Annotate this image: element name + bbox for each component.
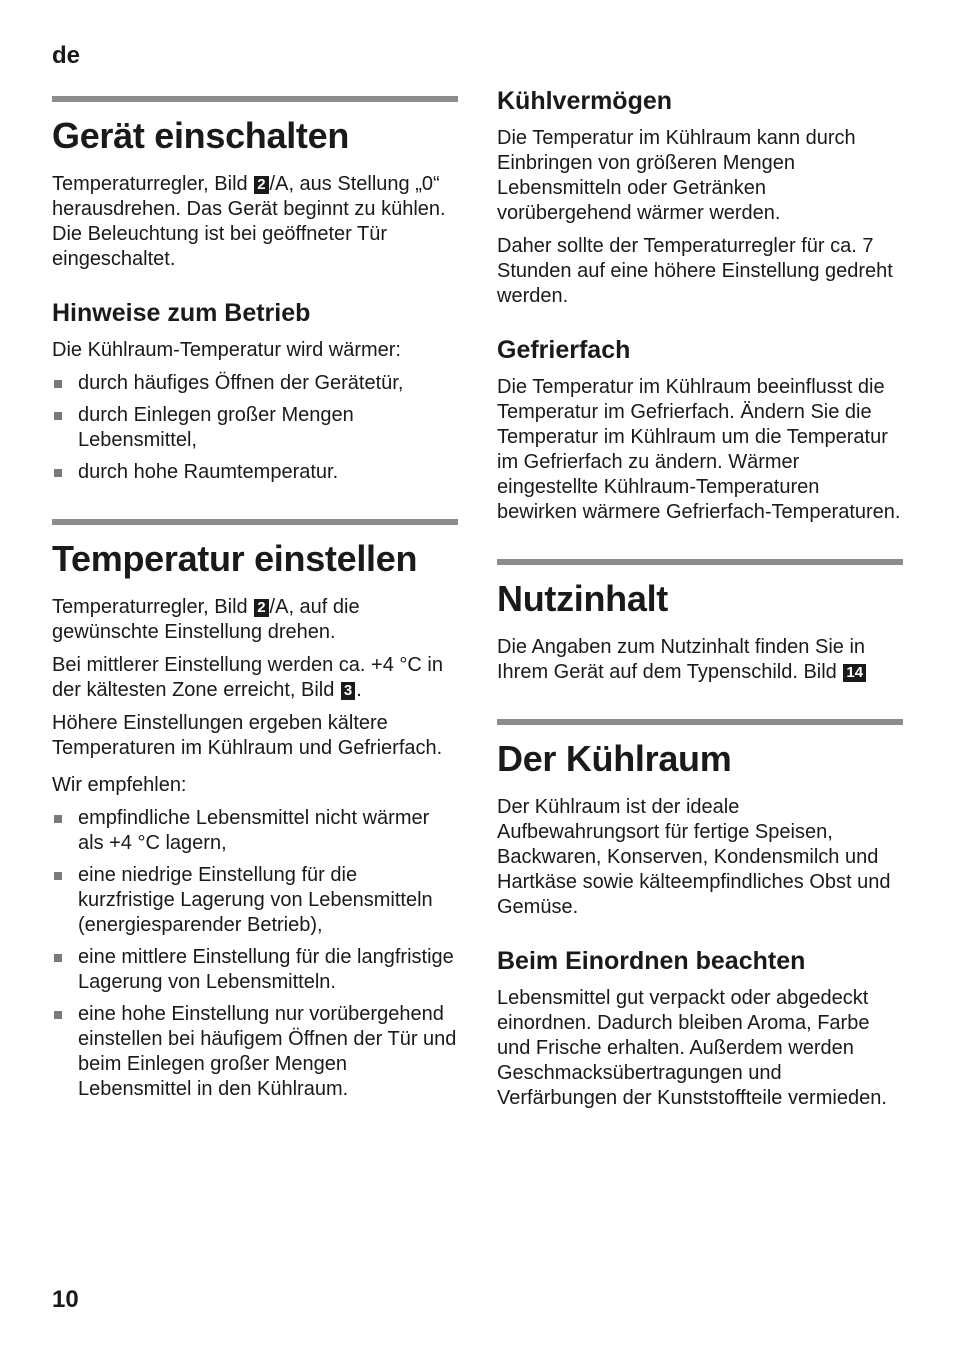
section-rule bbox=[52, 519, 458, 525]
bullet-square-icon bbox=[54, 954, 62, 962]
figure-ref-badge: 3 bbox=[341, 682, 355, 700]
paragraph bbox=[497, 635, 903, 685]
paragraph: Wir empfehlen: bbox=[52, 774, 187, 796]
paragraph bbox=[52, 595, 458, 645]
list-item-text: eine hohe Einstellung nur vorübergehend einstellen bei häufigem Öffnen der Tür und beim Einlegen großer Mengen Lebensmittel in den Kühlraum. bbox=[78, 1003, 457, 1100]
heading-temperatur-einstellen: Temperatur einstellen bbox=[52, 538, 418, 579]
list-item bbox=[52, 403, 458, 453]
left-column bbox=[52, 96, 458, 1110]
list-item-text: durch häufiges Öffnen der Gerätetür, bbox=[78, 372, 404, 394]
paragraph: Lebensmittel gut verpackt oder abgedeckt einordnen. Dadurch bleiben Aroma, Farbe und Frische erhalten. Außerdem werden Geschmacksübertragungen und Verfärbungen der Kunststoffteile vermieden. bbox=[497, 987, 887, 1109]
heading-kuehlvermoegen: Kühlvermögen bbox=[497, 87, 673, 115]
figure-ref-badge: 14 bbox=[843, 664, 866, 682]
bullet-square-icon bbox=[54, 469, 62, 477]
list-item bbox=[52, 1002, 458, 1102]
heading-gefrierfach: Gefrierfach bbox=[497, 336, 631, 364]
section-rule bbox=[52, 96, 458, 102]
bullet-square-icon bbox=[54, 380, 62, 388]
bullet-square-icon bbox=[54, 815, 62, 823]
figure-ref-badge: 2 bbox=[254, 599, 268, 617]
text: Temperaturregler, Bild bbox=[52, 596, 254, 618]
paragraph: Die Temperatur im Kühlraum beeinflusst die Temperatur im Gefrierfach. Ändern Sie die Temperatur im Kühlraum um die Temperatur im Gefrierfach zu ändern. Wärmer eingestellte Kühlraum-Temperaturen bewirken wärmere Gefrierfach-Temperaturen. bbox=[497, 376, 901, 523]
page-number: 10 bbox=[52, 1286, 79, 1313]
paragraph: Daher sollte der Temperaturregler für ca. 7 Stunden auf eine höhere Einstellung gedreht werden. bbox=[497, 235, 893, 307]
paragraph: Die Temperatur im Kühlraum kann durch Einbringen von größeren Mengen Lebensmitteln oder Getränken vorübergehend wärmer werden. bbox=[497, 127, 856, 224]
paragraph: Höhere Einstellungen ergeben kältere Temperaturen im Kühlraum und Gefrierfach. bbox=[52, 712, 443, 759]
list-item bbox=[52, 371, 458, 396]
bullet-square-icon bbox=[54, 412, 62, 420]
paragraph bbox=[52, 172, 458, 272]
section-rule bbox=[497, 719, 903, 725]
paragraph: Der Kühlraum ist der ideale Aufbewahrungsort für fertige Speisen, Backwaren, Konserven, Kondensmilch und Hartkäse sowie kälteempfindliches Obst und Gemüse. bbox=[497, 796, 891, 918]
list-item bbox=[52, 806, 458, 856]
paragraph bbox=[52, 653, 458, 703]
bullet-list bbox=[52, 806, 458, 1102]
heading-beim-einordnen-beachten: Beim Einordnen beachten bbox=[497, 947, 806, 975]
text: Die Angaben zum Nutzinhalt finden Sie in Ihrem Gerät auf dem Typenschild. Bild bbox=[497, 636, 866, 683]
section-rule bbox=[497, 559, 903, 565]
list-item bbox=[52, 945, 458, 995]
text: . bbox=[356, 679, 362, 701]
bullet-list bbox=[52, 371, 458, 485]
text: Bei mittlerer Einstellung werden ca. +4 °C in der kältesten Zone erreicht, Bild bbox=[52, 654, 443, 701]
language-tag: de bbox=[52, 42, 81, 69]
list-item-text: durch hohe Raumtemperatur. bbox=[78, 461, 339, 483]
figure-ref-badge: 2 bbox=[254, 176, 268, 194]
list-item bbox=[52, 460, 458, 485]
list-item bbox=[52, 863, 458, 938]
text: Temperaturregler, Bild bbox=[52, 173, 254, 195]
heading-nutzinhalt: Nutzinhalt bbox=[497, 578, 668, 619]
heading-der-kuehlraum: Der Kühlraum bbox=[497, 738, 732, 779]
bullet-square-icon bbox=[54, 1011, 62, 1019]
list-item-text: eine niedrige Einstellung für die kurzfristige Lagerung von Lebensmitteln (energiesparender Betrieb), bbox=[78, 864, 433, 936]
text: /A, auf die gewünschte Einstellung drehen. bbox=[52, 596, 360, 643]
heading-geraet-einschalten: Gerät einschalten bbox=[52, 115, 350, 156]
list-item-text: durch Einlegen großer Mengen Lebensmittel, bbox=[78, 404, 354, 451]
list-item-text: empfindliche Lebensmittel nicht wärmer als +4 °C lagern, bbox=[78, 807, 430, 854]
right-column bbox=[497, 86, 903, 1119]
bullet-square-icon bbox=[54, 872, 62, 880]
list-item-text: eine mittlere Einstellung für die langfristige Lagerung von Lebensmitteln. bbox=[78, 946, 454, 993]
paragraph: Die Kühlraum-Temperatur wird wärmer: bbox=[52, 339, 401, 361]
heading-hinweise-zum-betrieb: Hinweise zum Betrieb bbox=[52, 299, 311, 327]
text: /A, aus Stellung „0“ herausdrehen. Das Gerät beginnt zu kühlen. Die Beleuchtung ist bei geöffneter Tür eingeschaltet. bbox=[52, 173, 446, 270]
